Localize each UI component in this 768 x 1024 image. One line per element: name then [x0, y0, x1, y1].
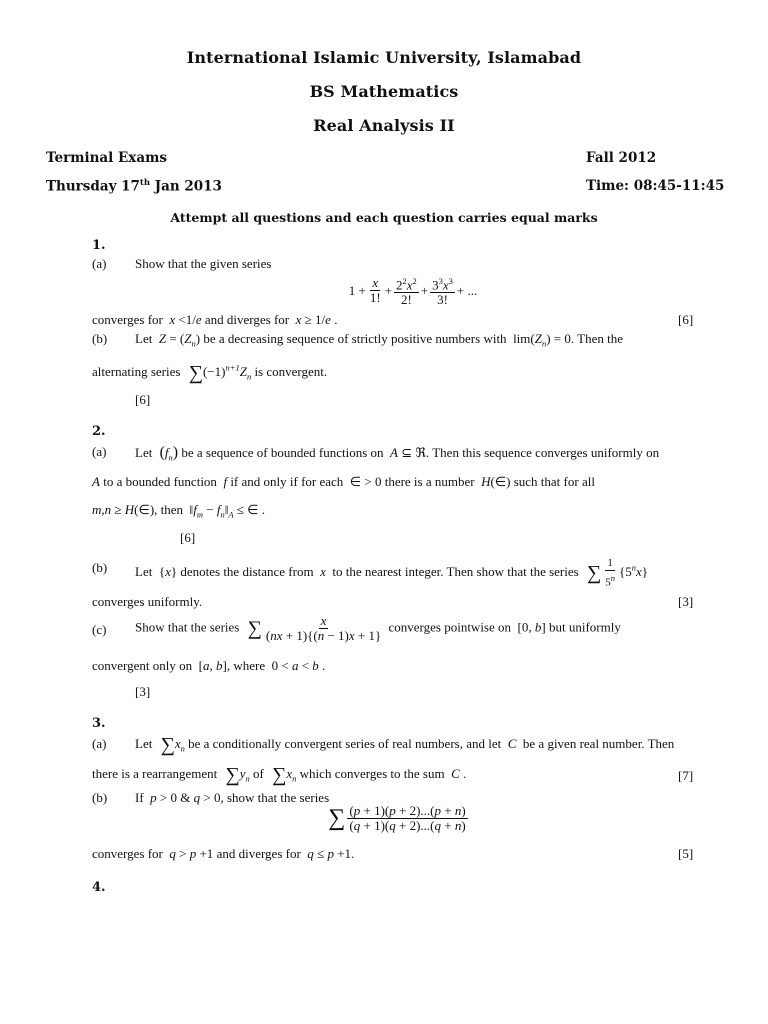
q2a-label: (a) [92, 444, 107, 459]
q2b-text-line2: converges uniformly. [92, 594, 203, 609]
q3a-text-line2: there is a rearrangement $\sum y_n$ of $\sum x_n$ which converges to the sum C . [92, 764, 467, 786]
exam-date: Thursday 17th Jan 2013 [46, 178, 222, 195]
q1a-condition: converges for x <1/e and diverges for x ≥ 1/e . [92, 312, 338, 327]
q1b-label: (b) [92, 331, 108, 346]
q3b-text-line2: converges for q > p +1 and diverges for q ≤ p +1. [92, 846, 355, 861]
q1b-text: Let $Z = (Z_n)$ be a decreasing sequence of strictly positive numbers with $\lim(Z_n) = 0$. Then the [135, 331, 623, 349]
q1a-label: (a) [92, 256, 107, 271]
q2a-text-line2: A to a bounded function f if and only if for each ∈ > 0 there is a number H(∈) such that for all [92, 474, 595, 489]
q1a-marks: [6] [678, 312, 694, 327]
question-2-number: 2. [92, 424, 106, 439]
exam-term: Fall 2012 [586, 150, 657, 166]
q2c-marks: [3] [135, 684, 151, 699]
q3b-series-formula: ∑ $\frac{(p + 1)(p + 2)...(p + n)}{(q + 1)(q + 2)...(q + n)}$ [328, 803, 466, 833]
q2b-text: Let {x} denotes the distance from x to the nearest integer. Then show that the series ∑ $\frac{1}{5^n}$ {5$^n$x} [135, 557, 648, 589]
q2a-text: Let $(f_n)$ be a sequence of bounded functions on A ⊆ ℜ. Then this sequence converges uniformly on [135, 444, 660, 463]
program-title: BS Mathematics [309, 82, 459, 101]
q2b-marks: [3] [678, 594, 694, 609]
question-3-number: 3. [92, 716, 106, 731]
course-title: Real Analysis II [313, 116, 455, 135]
q2c-text-line2: convergent only on [a, b], where 0 < a < b . [92, 658, 326, 673]
q2c-label: (c) [92, 622, 107, 637]
q2a-text-line3: m,n ≥ H(∈), then $‖f_m$ − $f_n‖_A$ ≤ ∈ . [92, 502, 266, 520]
q3a-text: Let $\sum x_n$ be a conditionally convergent series of real numbers, and let C be a given real number. Then [135, 734, 675, 756]
university-title: International Islamic University, Islamabad [186, 48, 582, 67]
exam-time: Time: 08:45-11:45 [586, 178, 725, 194]
question-1-number: 1. [92, 238, 106, 253]
question-4-number: 4. [92, 880, 106, 895]
q3b-marks: [5] [678, 846, 694, 861]
q3a-marks: [7] [678, 768, 694, 783]
q2c-text: Show that the series ∑ $\frac{x}{(nx + 1)\{(n - 1)x + 1\}}$ converges pointwise on [0, b] but uniformly [135, 613, 621, 643]
instructions: Attempt all questions and each question carries equal marks [170, 210, 598, 225]
q1a-text: Show that the given series [135, 256, 272, 271]
q3b-text: If p > 0 & q > 0, show that the series [135, 790, 330, 805]
q1b-text-line2: alternating series $\sum(-1)^{n+1}Z_n$ is convergent. [92, 362, 328, 384]
q2b-label: (b) [92, 560, 108, 575]
exam-type: Terminal Exams [46, 150, 167, 166]
q3b-label: (b) [92, 790, 108, 805]
q1b-marks: [6] [135, 392, 151, 407]
q3a-label: (a) [92, 736, 107, 751]
q2a-marks: [6] [180, 530, 196, 545]
q1a-series-formula: 1 + $\frac{x}{1!}$ + $\frac{2^2x^2}{2!}$ + $\frac{3^3x^3}{3!}$ + ... [348, 275, 478, 308]
